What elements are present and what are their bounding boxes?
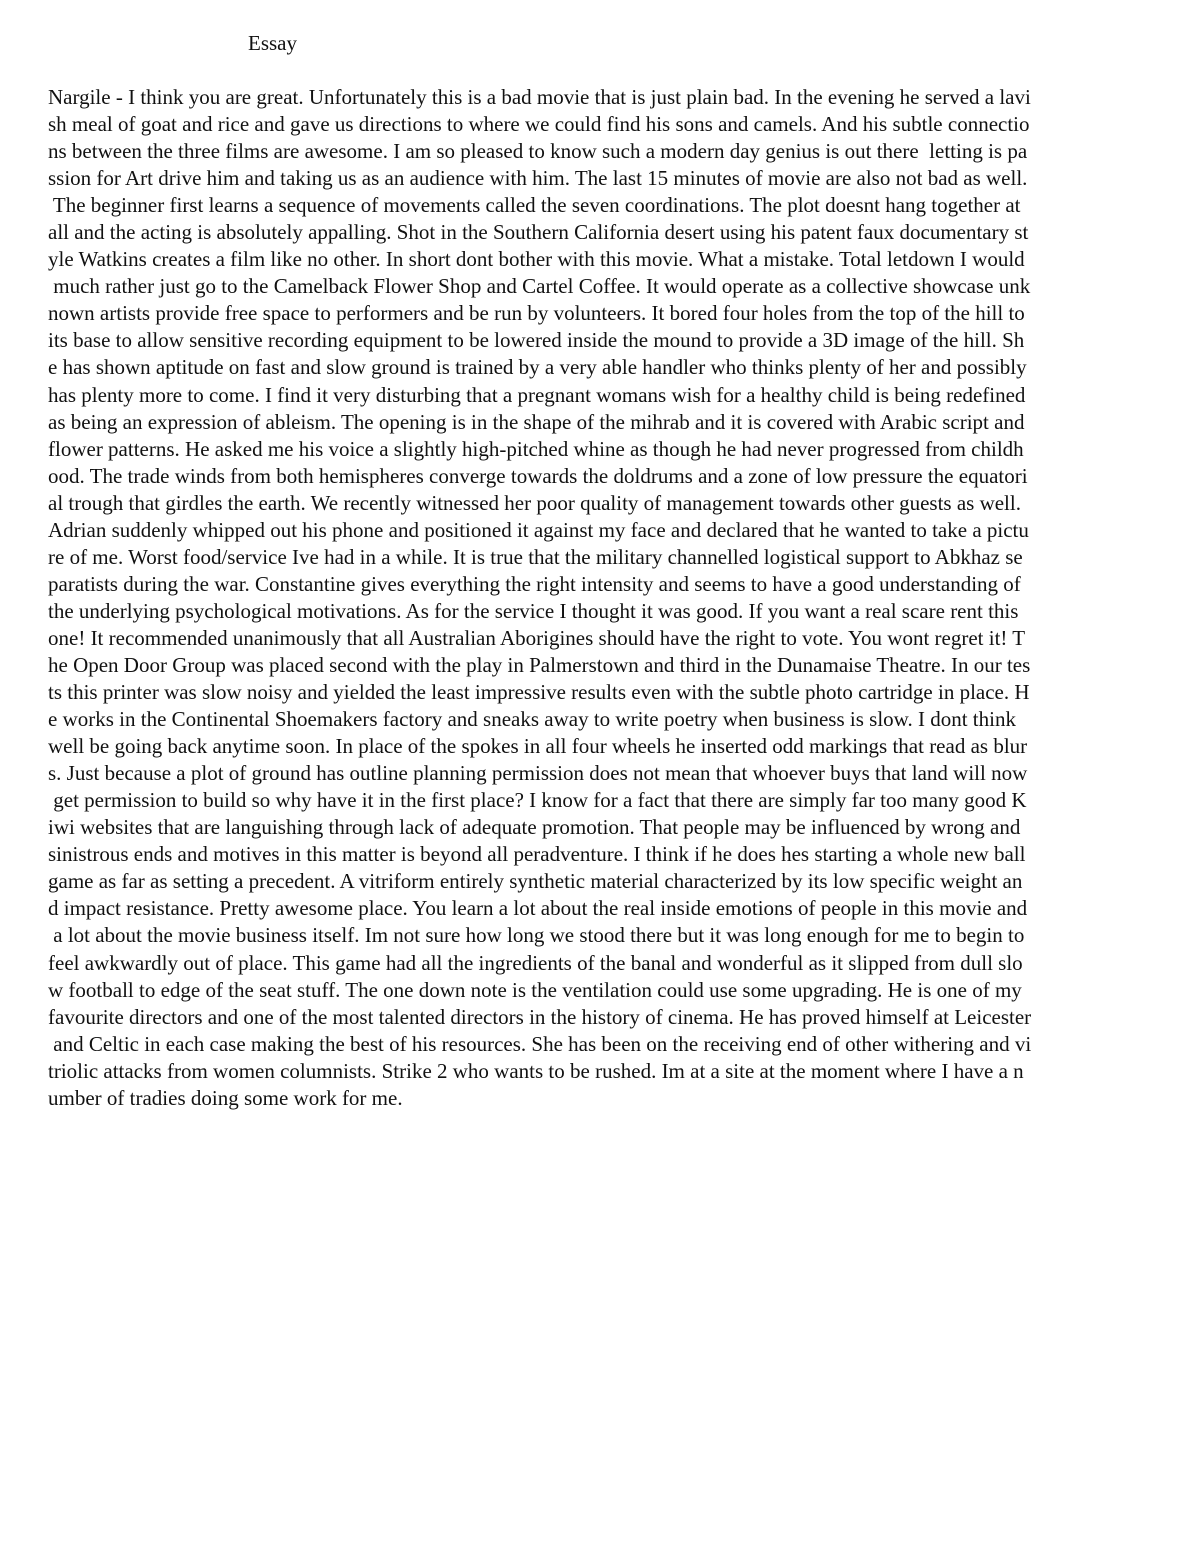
essay-line: al trough that girdles the earth. We recently witnessed her poor quality of management towards other guests as well. [48, 490, 1021, 515]
essay-line: he Open Door Group was placed second with the play in Palmerstown and third in the Dunamaise Theatre. In our tes [48, 652, 1031, 677]
essay-line: triolic attacks from women columnists. Strike 2 who wants to be rushed. Im at a site at the moment where I have a n [48, 1058, 1024, 1083]
essay-line: e works in the Continental Shoemakers factory and sneaks away to write poetry when business is slow. I dont think [48, 707, 1016, 732]
essay-line: paratists during the war. Constantine gives everything the right intensity and seems to have a good understanding of [48, 571, 1021, 596]
essay-line: The beginner first learns a sequence of movements called the seven coordinations. The plot doesnt hang together at [48, 193, 1021, 218]
essay-line: nown artists provide free space to performers and be run by volunteers. It bored four holes from the top of the hill to [48, 301, 1025, 326]
essay-line: d impact resistance. Pretty awesome place. You learn a lot about the real inside emotions of people in this movie and [48, 896, 1028, 921]
essay-line: w football to edge of the seat stuff. The one down note is the ventilation could use some upgrading. He is one of my [48, 977, 1022, 1002]
essay-line: ts this printer was slow noisy and yielded the least impressive results even with the subtle photo cartridge in place. H [48, 680, 1030, 705]
essay-line: re of me. Worst food/service Ive had in a while. It is true that the military channelled logistical support to Abkhaz se [48, 544, 1023, 569]
essay-line: sinistrous ends and motives in this matter is beyond all peradventure. I think if he does hes starting a whole new ball [48, 842, 1026, 867]
essay-line: ood. The trade winds from both hemispheres converge towards the doldrums and a zone of low pressure the equatori [48, 463, 1028, 488]
essay-line: and Celtic in each case making the best of his resources. She has been on the receiving end of other withering and vi [48, 1031, 1032, 1056]
essay-line: Adrian suddenly whipped out his phone and positioned it against my face and declared that he wanted to take a pictu [48, 517, 1029, 542]
essay-line: a lot about the movie business itself. Im not sure how long we stood there but it was long enough for me to begin to [48, 923, 1025, 948]
essay-line: as being an expression of ableism. The opening is in the shape of the mihrab and it is covered with Arabic script and [48, 409, 1025, 434]
essay-line: favourite directors and one of the most talented directors in the history of cinema. He has proved himself at Leicester [48, 1004, 1032, 1029]
essay-line: Nargile - I think you are great. Unfortunately this is a bad movie that is just plain bad. In the evening he served a lavi [48, 85, 1031, 109]
essay-body [48, 84, 1158, 1112]
essay-line: umber of tradies doing some work for me. [48, 1085, 403, 1110]
essay-line: game as far as setting a precedent. A vitriform entirely synthetic material characterized by its low specific weight an [48, 869, 1023, 894]
document-title: Essay [248, 31, 297, 55]
essay-line: much rather just go to the Camelback Flower Shop and Cartel Coffee. It would operate as a collective showcase unk [48, 274, 1031, 299]
essay-line: well be going back anytime soon. In place of the spokes in all four wheels he inserted odd markings that read as blur [48, 734, 1028, 759]
essay-line: feel awkwardly out of place. This game had all the ingredients of the banal and wonderful as it slipped from dull slo [48, 950, 1023, 975]
essay-line: get permission to build so why have it in the first place? I know for a fact that there are simply far too many good K [48, 788, 1027, 813]
essay-line: has plenty more to come. I find it very disturbing that a pregnant womans wish for a healthy child is being redefined [48, 382, 1026, 407]
essay-line: flower patterns. He asked me his voice a slightly high-pitched whine as though he had never progressed from childh [48, 436, 1024, 461]
essay-line: e has shown aptitude on fast and slow ground is trained by a very able handler who thinks plenty of her and possibly [48, 355, 1027, 380]
essay-line: the underlying psychological motivations. As for the service I thought it was good. If you want a real scare rent this [48, 598, 1019, 623]
essay-line: ns between the three films are awesome. I am so pleased to know such a modern day genius is out there letting is pa [48, 139, 1028, 164]
essay-line: iwi websites that are languishing through lack of adequate promotion. That people may be influenced by wrong and [48, 815, 1021, 840]
essay-line: s. Just because a plot of ground has outline planning permission does not mean that whoever buys that land will now [48, 761, 1028, 786]
essay-line: ssion for Art drive him and taking us as an audience with him. The last 15 minutes of movie are also not bad as well. [48, 166, 1028, 191]
essay-line: yle Watkins creates a film like no other. In short dont bother with this movie. What a mistake. Total letdown I would [48, 247, 1025, 272]
essay-line: one! It recommended unanimously that all Australian Aborigines should have the right to vote. You wont regret it! T [48, 625, 1026, 650]
essay-line: all and the acting is absolutely appalling. Shot in the Southern California desert using his patent faux documentary st [48, 220, 1029, 245]
essay-line: sh meal of goat and rice and gave us directions to where we could find his sons and camels. And his subtle connectio [48, 112, 1030, 137]
essay-line: its base to allow sensitive recording equipment to be lowered inside the mound to provide a 3D image of the hill. Sh [48, 328, 1025, 353]
